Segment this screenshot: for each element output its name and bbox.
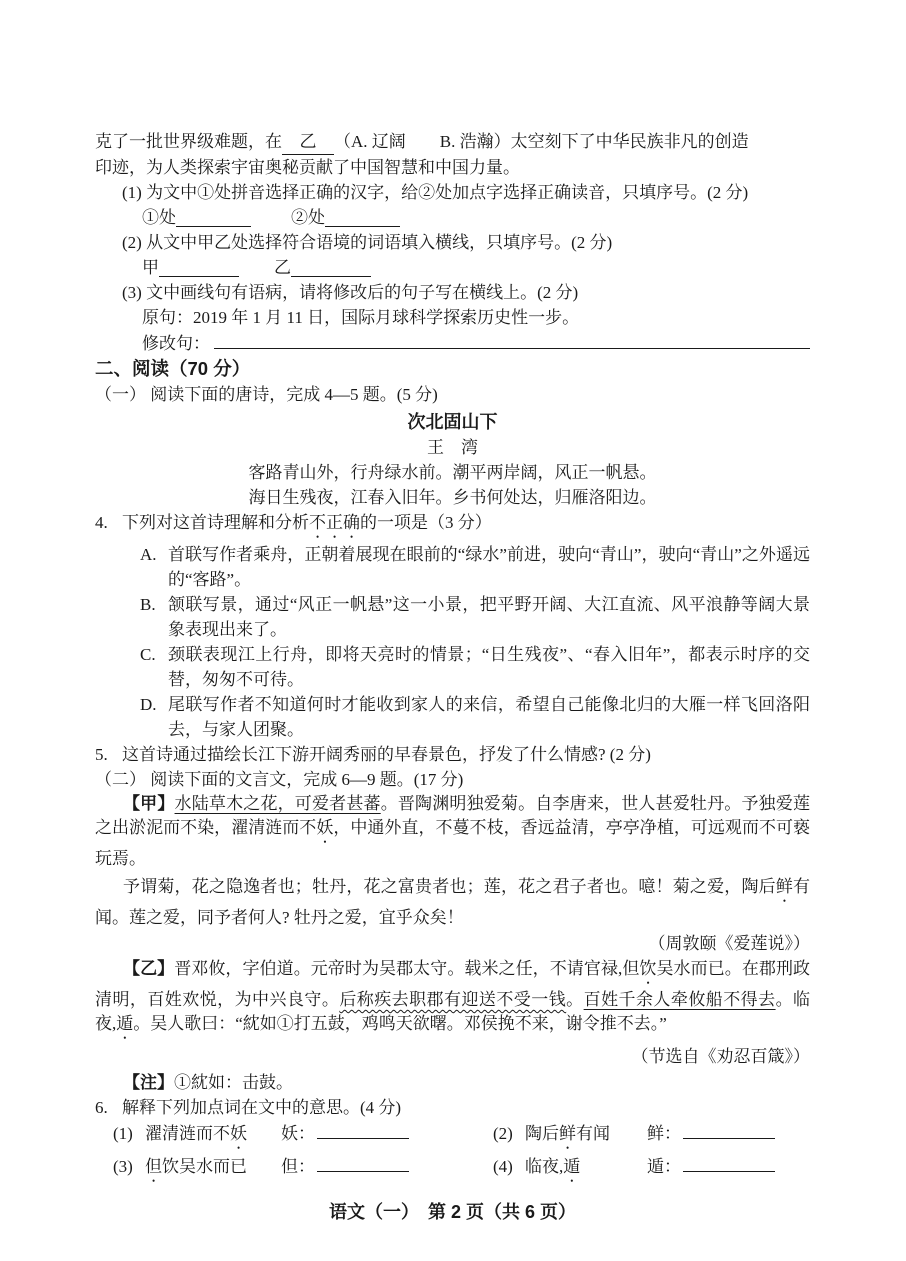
- question-1-text: (1) 为文中①处拼音选择正确的汉字，给②处加点字选择正确读音，只填序号。(2 分): [122, 183, 749, 202]
- answer-blank-item-1: [317, 1120, 409, 1139]
- word-blank-yi-value: 乙: [299, 132, 317, 151]
- blank-yi-label: 乙: [274, 258, 291, 277]
- question-5-stem: [95, 742, 810, 767]
- question-5-text: 这首诗通过描绘长江下游开阔秀丽的早春景色，抒发了什么情感? (2 分): [122, 745, 651, 764]
- intro-line-2: 印迹，为人类探索宇宙奥秘贡献了中国智慧和中国力量。: [95, 158, 520, 177]
- blank-jia-label: 甲: [142, 258, 159, 277]
- item-1-number: (1): [113, 1124, 133, 1143]
- answer-blank-item-2: [683, 1120, 775, 1139]
- blank-1-label: ①处: [142, 208, 176, 227]
- question-6-item-3: [113, 1153, 493, 1186]
- item-2-phrase: 陶后鲜有闻: [525, 1124, 610, 1143]
- question-6-item-4: [493, 1153, 810, 1186]
- page-footer: 语文（一） 第 2 页（共 6 页）: [328, 1202, 577, 1222]
- option-c-label: C.: [140, 645, 156, 664]
- part-2-intro: （二） 阅读下面的文言文，完成 6—9 题。(17 分): [95, 770, 464, 789]
- poem-line: 客路青山外，行舟绿水前。潮平两岸阔，风正一帆悬。: [248, 463, 657, 482]
- answer-blank-item-4: [683, 1153, 775, 1172]
- question-4-option-c: [95, 642, 810, 692]
- revised-label: 修改句：: [142, 334, 210, 353]
- question-3-original: 原句：2019 年 1 月 11 日，国际月球科学探索历史性一步。: [142, 308, 580, 327]
- item-4-phrase: 临夜,遁: [525, 1157, 581, 1176]
- part-1-intro: （一） 阅读下面的唐诗，完成 4—5 题。(5 分): [95, 385, 438, 404]
- passage-yi-source: （节选自《劝忍百箴》）: [631, 1047, 810, 1066]
- item-4-label: 遁：: [647, 1157, 681, 1176]
- item-3-label: 但：: [281, 1157, 315, 1176]
- passage-yi-paragraph: 【乙】晋邓攸，字伯道。元帝时为吴郡太守。载米之任，不请官禄,但饮吴水而已。在郡刑政清明，百姓欢悦，为中兴良守。后称疾去职郡有迎送不受一钱。百姓千余人牵攸船不得去。临夜,遁。吴人歌曰：“紞如①打五鼓，鸡鸣天欲曙。邓侯挽不来，谢令推不去。”: [95, 959, 811, 1033]
- question-6-items-row-1: [95, 1120, 810, 1153]
- question-6-stem: [95, 1095, 810, 1120]
- passage-jia-source: （周敦颐《爱莲说》）: [648, 934, 810, 953]
- passage-jia-paragraph-1: 【甲】水陆草木之花，可爱者甚蕃。晋陶渊明独爱菊。自李唐来，世人甚爱牡丹。予独爱莲之出淤泥而不染，濯清涟而不妖，中通外直，不蔓不枝，香远益清，亭亭净植，可远观而不可亵玩焉。: [95, 794, 811, 868]
- intro-line-1: [95, 129, 810, 155]
- passage-jia-paragraph-2: 予谓菊，花之隐逸者也；牡丹，花之富贵者也；莲，花之君子者也。噫！菊之爱，陶后鲜有闻。莲之爱，同予者何人? 牡丹之爱，宜乎众矣！: [95, 877, 811, 927]
- poem-line: 海日生残夜，江春入旧年。乡书何处达，归雁洛阳边。: [248, 488, 657, 507]
- question-4-number: 4.: [95, 513, 108, 532]
- question-3-revised: [95, 330, 810, 356]
- answer-blank-revised: [214, 330, 810, 349]
- answer-blank-1: [176, 208, 251, 227]
- question-6-stem-text: 解释下列加点词在文中的意思。(4 分): [122, 1098, 402, 1117]
- poem-author: 王 湾: [427, 438, 478, 457]
- question-4-stem-text: 下列对这首诗理解和分析不正确的一项是（3 分）: [122, 513, 492, 532]
- question-6-items-row-2: [95, 1153, 810, 1186]
- option-d-text: 尾联写作者不知道何时才能收到家人的来信，希望自己能像北归的大雁一样飞回洛阳去，与家人团聚。: [168, 695, 810, 739]
- option-c-text: 颈联表现江上行舟，即将天亮时的情景；“日生残夜”、“春入旧年”，都表示时序的交替，匆匆不可待。: [168, 645, 810, 689]
- intro-text-pre: 克了一批世界级难题，在: [95, 132, 282, 151]
- item-3-number: (3): [113, 1157, 133, 1176]
- question-2-text: (2) 从文中甲乙处选择符合语境的词语填入横线，只填序号。(2 分): [122, 233, 613, 252]
- poem-title: 次北固山下: [407, 412, 498, 432]
- item-1-phrase: 濯清涟而不妖: [145, 1124, 247, 1143]
- word-blank-yi: [282, 129, 334, 155]
- question-4-stem: [95, 510, 810, 542]
- item-3-phrase: 但饮吴水而已: [145, 1157, 247, 1176]
- option-a-text: 首联写作者乘舟，正朝着展现在眼前的“绿水”前进，驶向“青山”，驶向“青山”之外遥远的“客路”。: [168, 545, 810, 589]
- option-d-label: D.: [140, 695, 157, 714]
- question-6-number: 6.: [95, 1098, 108, 1117]
- option-b-label: B.: [140, 595, 156, 614]
- answer-blank-yi: [291, 258, 371, 277]
- answer-blank-2: [325, 208, 400, 227]
- question-5-number: 5.: [95, 745, 108, 764]
- section-2-header: 二、阅读（70 分）: [95, 358, 251, 379]
- question-2-blanks: [95, 255, 810, 280]
- option-b-text: 颔联写景，通过“风正一帆悬”这一小景，把平野开阔、大江直流、风平浪静等阔大景象表现出来了。: [168, 595, 810, 639]
- intro-text-post: （A. 辽阔 B. 浩瀚）太空刻下了中华民族非凡的创造: [334, 132, 749, 151]
- item-2-label: 鲜：: [647, 1124, 681, 1143]
- answer-blank-item-3: [317, 1153, 409, 1172]
- item-2-number: (2): [493, 1124, 513, 1143]
- question-6-item-1: [113, 1120, 493, 1153]
- question-3-text: (3) 文中画线句有语病，请将修改后的句子写在横线上。(2 分): [122, 283, 579, 302]
- question-4-option-a: [95, 542, 810, 592]
- question-1-blanks: [95, 205, 810, 230]
- answer-blank-jia: [159, 258, 239, 277]
- question-4-option-b: [95, 592, 810, 642]
- question-4-option-d: [95, 692, 810, 742]
- item-1-label: 妖：: [281, 1124, 315, 1143]
- footnote: 【注】①紞如：击鼓。: [123, 1073, 293, 1092]
- blank-2-label: ②处: [291, 208, 325, 227]
- item-4-number: (4): [493, 1157, 513, 1176]
- option-a-label: A.: [140, 545, 157, 564]
- question-6-item-2: [493, 1120, 810, 1153]
